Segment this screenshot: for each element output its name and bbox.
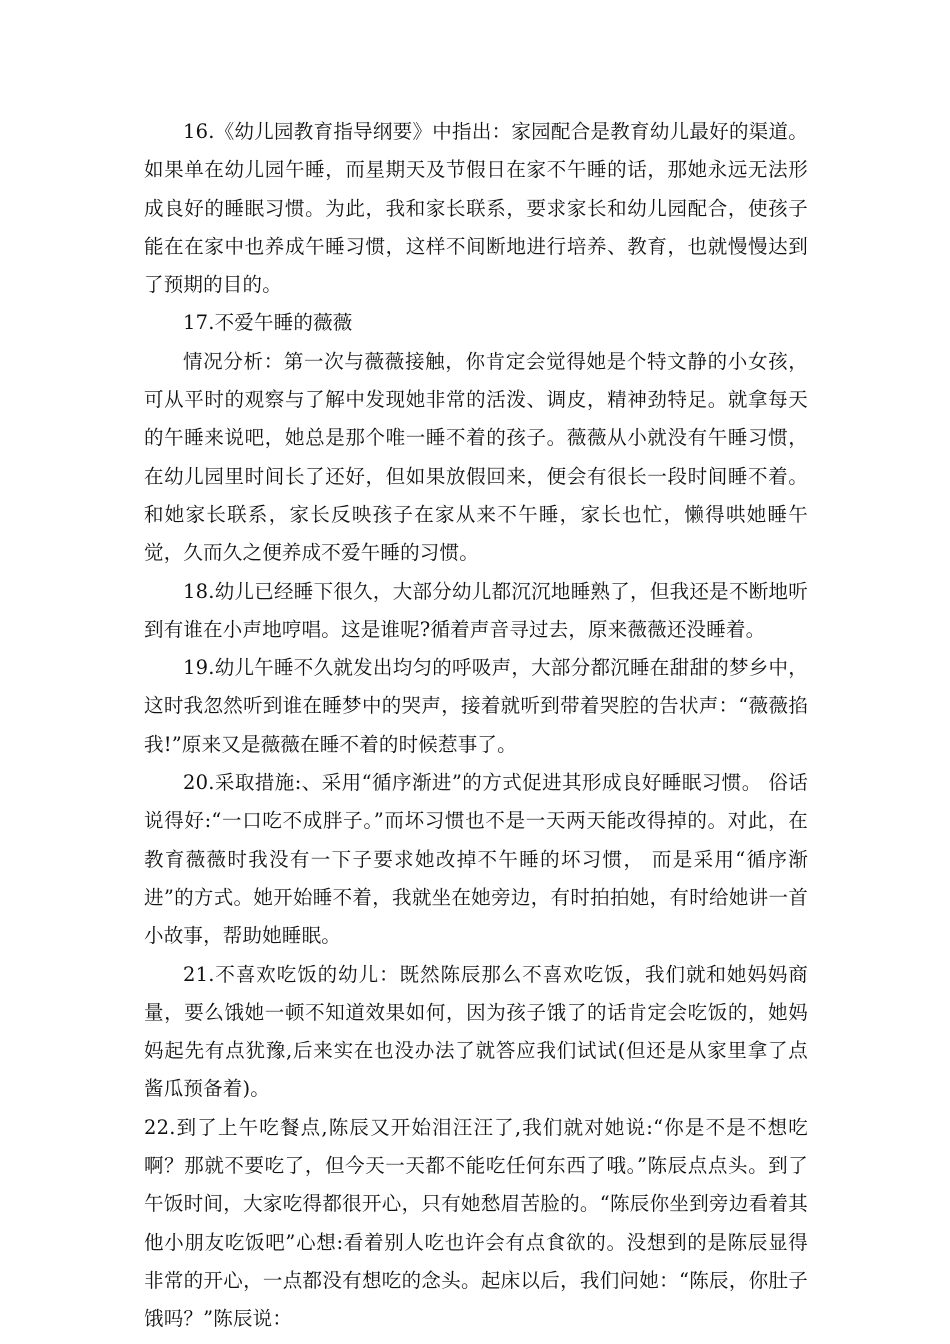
paragraph-16: 16.《幼儿园教育指导纲要》中指出：家园配合是教育幼儿最好的渠道。如果单在幼儿园午睡，而星期天及节假日在家不午睡的话，那她永远无法形成良好的睡眠习惯。为此，我和家长联系，要求家长和幼儿园配合，使孩子能在在家中也养成午睡习惯，这样不间断地进行培养、教育，也就慢慢达到了预期的目的。 xyxy=(144,120,808,297)
paragraph-19: 19.幼儿午睡不久就发出均匀的呼吸声，大部分都沉睡在甜甜的梦乡中，这时我忽然听到谁在睡梦中的哭声，接着就听到带着哭腔的告状声：“薇薇掐我!”原来又是薇薇在睡不着的时候惹事了。 xyxy=(144,656,808,756)
document-body xyxy=(144,113,808,1339)
paragraph-situation-analysis: 情况分析：第一次与薇薇接触，你肯定会觉得她是个特文静的小女孩，可从平时的观察与了解中发现她非常的活泼、调皮，精神劲特足。就拿每天的午睡来说吧，她总是那个唯一睡不着的孩子。薇薇从小就没有午睡习惯，在幼儿园里时间长了还好，但如果放假回来，便会有很长一段时间睡不着。和她家长联系，家长反映孩子在家从来不午睡，家长也忙，懒得哄她睡午觉，久而久之便养成不爱午睡的习惯。 xyxy=(144,349,808,565)
paragraph-22: 22.到了上午吃餐点,陈辰又开始泪汪汪了,我们就对她说:“你是不是不想吃啊？那就不要吃了，但今天一天都不能吃任何东西了哦。”陈辰点点头。到了午饭时间，大家吃得都很开心，只有她愁眉苦脸的。“陈辰你坐到旁边看着其他小朋友吃饭吧”心想:看着别人吃也许会有点食欲的。没想到的是陈辰显得非常的开心，一点都没有想吃的念头。起床以后，我们问她：“陈辰，你肚子饿吗？”陈辰说： xyxy=(144,1115,808,1331)
paragraph-17-heading: 17.不爱午睡的薇薇 xyxy=(183,311,353,335)
paragraph-21: 21.不喜欢吃饭的幼儿：既然陈辰那么不喜欢吃饭，我们就和她妈妈商量，要么饿她一顿不知道效果如何，因为孩子饿了的话肯定会吃饭的，她妈妈起先有点犹豫,后来实在也没办法了就答应我们试试(但还是从家里拿了点酱瓜预备着)。 xyxy=(144,962,808,1101)
paragraph-20: 20.采取措施:、采用“循序渐进”的方式促进其形成良好睡眠习惯。 俗话说得好:“一口吃不成胖子。”而坏习惯也不是一天两天能改得掉的。对此，在教育薇薇时我没有一下子要求她改掉不午睡的坏习惯， 而是采用“循序渐进”的方式。她开始睡不着，我就坐在她旁边，有时拍拍她，有时给她讲一首小故事，帮助她睡眠。 xyxy=(144,771,808,948)
paragraph-18: 18.幼儿已经睡下很久，大部分幼儿都沉沉地睡熟了，但我还是不断地听到有谁在小声地哼唱。这是谁呢?循着声音寻过去，原来薇薇还没睡着。 xyxy=(144,579,808,641)
